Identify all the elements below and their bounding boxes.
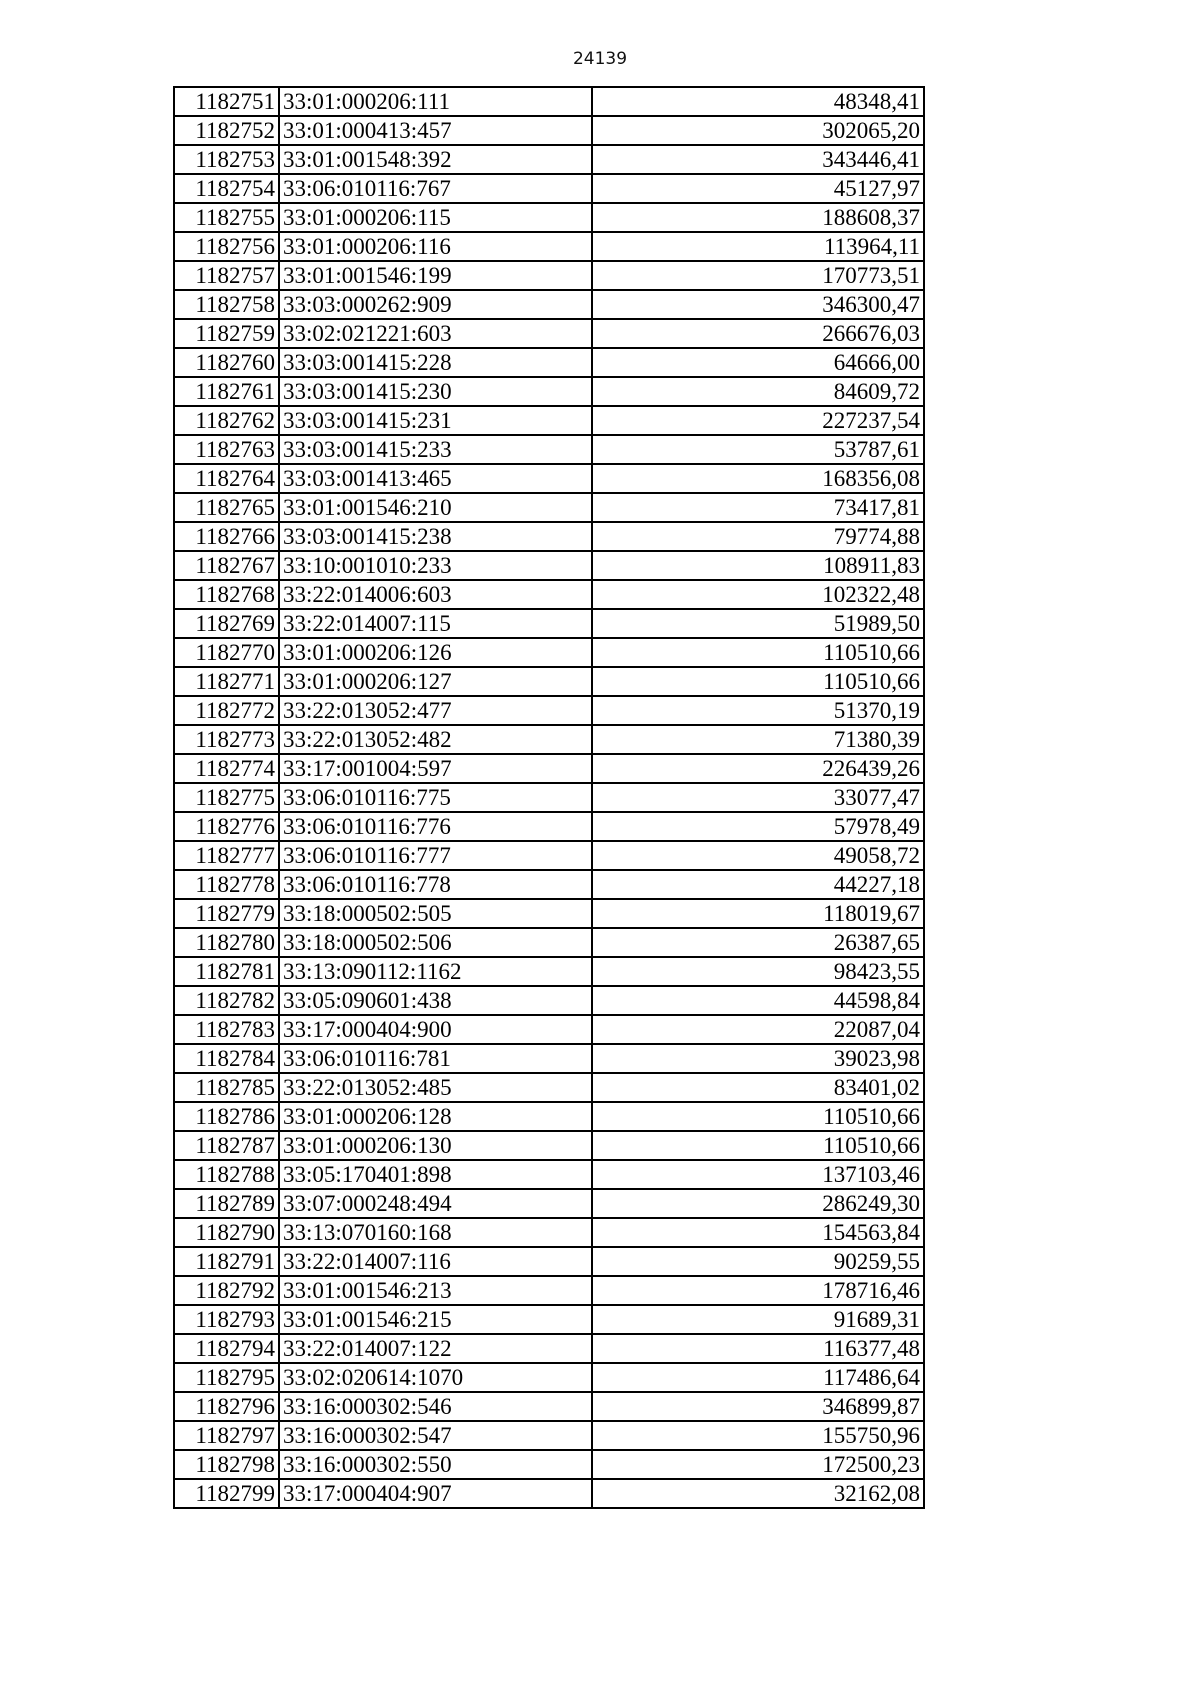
value-cell: 188608,37 <box>592 203 924 232</box>
value-cell: 84609,72 <box>592 377 924 406</box>
value-cell: 286249,30 <box>592 1189 924 1218</box>
value-cell: 83401,02 <box>592 1073 924 1102</box>
table-row <box>174 261 924 290</box>
value-cell: 110510,66 <box>592 638 924 667</box>
row-id-cell: 1182792 <box>174 1276 279 1305</box>
value-cell: 110510,66 <box>592 1102 924 1131</box>
table-row <box>174 551 924 580</box>
row-id-cell: 1182752 <box>174 116 279 145</box>
table-row <box>174 1218 924 1247</box>
row-id-cell: 1182788 <box>174 1160 279 1189</box>
table-row <box>174 957 924 986</box>
row-id-cell: 1182785 <box>174 1073 279 1102</box>
cadastral-number-cell: 33:07:000248:494 <box>279 1189 592 1218</box>
table-row <box>174 899 924 928</box>
row-id-cell: 1182759 <box>174 319 279 348</box>
value-cell: 113964,11 <box>592 232 924 261</box>
row-id-cell: 1182783 <box>174 1015 279 1044</box>
cadastral-number-cell: 33:01:000206:111 <box>279 87 592 116</box>
value-cell: 118019,67 <box>592 899 924 928</box>
value-cell: 116377,48 <box>592 1334 924 1363</box>
cadastral-number-cell: 33:06:010116:781 <box>279 1044 592 1073</box>
row-id-cell: 1182772 <box>174 696 279 725</box>
value-cell: 44598,84 <box>592 986 924 1015</box>
table-body <box>174 87 924 1508</box>
row-id-cell: 1182768 <box>174 580 279 609</box>
table-row <box>174 522 924 551</box>
cadastral-number-cell: 33:03:000262:909 <box>279 290 592 319</box>
table-row <box>174 1392 924 1421</box>
cadastral-number-cell: 33:22:013052:477 <box>279 696 592 725</box>
cadastral-number-cell: 33:22:014007:115 <box>279 609 592 638</box>
value-cell: 110510,66 <box>592 667 924 696</box>
table-row <box>174 609 924 638</box>
table-row <box>174 319 924 348</box>
cadastral-number-cell: 33:18:000502:505 <box>279 899 592 928</box>
cadastral-value-table <box>173 86 925 1509</box>
cadastral-number-cell: 33:10:001010:233 <box>279 551 592 580</box>
value-cell: 154563,84 <box>592 1218 924 1247</box>
value-cell: 51989,50 <box>592 609 924 638</box>
table-row <box>174 145 924 174</box>
table-row <box>174 1247 924 1276</box>
cadastral-number-cell: 33:06:010116:778 <box>279 870 592 899</box>
table-row <box>174 406 924 435</box>
table-row <box>174 1450 924 1479</box>
row-id-cell: 1182760 <box>174 348 279 377</box>
value-cell: 266676,03 <box>592 319 924 348</box>
row-id-cell: 1182754 <box>174 174 279 203</box>
value-cell: 343446,41 <box>592 145 924 174</box>
value-cell: 155750,96 <box>592 1421 924 1450</box>
row-id-cell: 1182769 <box>174 609 279 638</box>
row-id-cell: 1182765 <box>174 493 279 522</box>
value-cell: 33077,47 <box>592 783 924 812</box>
row-id-cell: 1182793 <box>174 1305 279 1334</box>
table-row <box>174 1073 924 1102</box>
table-row <box>174 870 924 899</box>
value-cell: 178716,46 <box>592 1276 924 1305</box>
value-cell: 53787,61 <box>592 435 924 464</box>
value-cell: 302065,20 <box>592 116 924 145</box>
table-row <box>174 1305 924 1334</box>
row-id-cell: 1182776 <box>174 812 279 841</box>
row-id-cell: 1182787 <box>174 1131 279 1160</box>
row-id-cell: 1182798 <box>174 1450 279 1479</box>
cadastral-number-cell: 33:17:000404:900 <box>279 1015 592 1044</box>
cadastral-number-cell: 33:06:010116:775 <box>279 783 592 812</box>
table-row <box>174 377 924 406</box>
page-number: 24139 <box>572 49 628 69</box>
cadastral-number-cell: 33:01:000206:127 <box>279 667 592 696</box>
cadastral-number-cell: 33:03:001415:228 <box>279 348 592 377</box>
row-id-cell: 1182784 <box>174 1044 279 1073</box>
cadastral-number-cell: 33:01:001546:213 <box>279 1276 592 1305</box>
row-id-cell: 1182777 <box>174 841 279 870</box>
table-row <box>174 435 924 464</box>
value-cell: 346300,47 <box>592 290 924 319</box>
value-cell: 73417,81 <box>592 493 924 522</box>
cadastral-number-cell: 33:06:010116:777 <box>279 841 592 870</box>
cadastral-number-cell: 33:22:014007:116 <box>279 1247 592 1276</box>
cadastral-number-cell: 33:03:001415:233 <box>279 435 592 464</box>
cadastral-number-cell: 33:01:000413:457 <box>279 116 592 145</box>
row-id-cell: 1182773 <box>174 725 279 754</box>
table-row <box>174 754 924 783</box>
cadastral-number-cell: 33:22:014006:603 <box>279 580 592 609</box>
row-id-cell: 1182791 <box>174 1247 279 1276</box>
row-id-cell: 1182797 <box>174 1421 279 1450</box>
cadastral-number-cell: 33:01:001546:199 <box>279 261 592 290</box>
cadastral-number-cell: 33:01:000206:116 <box>279 232 592 261</box>
row-id-cell: 1182790 <box>174 1218 279 1247</box>
cadastral-number-cell: 33:17:000404:907 <box>279 1479 592 1508</box>
row-id-cell: 1182761 <box>174 377 279 406</box>
value-cell: 22087,04 <box>592 1015 924 1044</box>
cadastral-number-cell: 33:01:001546:210 <box>279 493 592 522</box>
table-row <box>174 1131 924 1160</box>
value-cell: 51370,19 <box>592 696 924 725</box>
row-id-cell: 1182770 <box>174 638 279 667</box>
table-row <box>174 348 924 377</box>
table-row <box>174 1363 924 1392</box>
row-id-cell: 1182774 <box>174 754 279 783</box>
value-cell: 64666,00 <box>592 348 924 377</box>
value-cell: 45127,97 <box>592 174 924 203</box>
table-row <box>174 783 924 812</box>
cadastral-number-cell: 33:01:001548:392 <box>279 145 592 174</box>
cadastral-number-cell: 33:16:000302:546 <box>279 1392 592 1421</box>
value-cell: 227237,54 <box>592 406 924 435</box>
cadastral-number-cell: 33:02:020614:1070 <box>279 1363 592 1392</box>
table-row <box>174 928 924 957</box>
table-row <box>174 290 924 319</box>
cadastral-number-cell: 33:22:013052:485 <box>279 1073 592 1102</box>
cadastral-number-cell: 33:13:090112:1162 <box>279 957 592 986</box>
table-row <box>174 116 924 145</box>
row-id-cell: 1182796 <box>174 1392 279 1421</box>
table-row <box>174 1102 924 1131</box>
value-cell: 346899,87 <box>592 1392 924 1421</box>
cadastral-number-cell: 33:05:090601:438 <box>279 986 592 1015</box>
value-cell: 172500,23 <box>592 1450 924 1479</box>
cadastral-number-cell: 33:22:014007:122 <box>279 1334 592 1363</box>
table-row <box>174 580 924 609</box>
row-id-cell: 1182781 <box>174 957 279 986</box>
table-row <box>174 725 924 754</box>
row-id-cell: 1182755 <box>174 203 279 232</box>
cadastral-number-cell: 33:17:001004:597 <box>279 754 592 783</box>
row-id-cell: 1182753 <box>174 145 279 174</box>
value-cell: 90259,55 <box>592 1247 924 1276</box>
table-row <box>174 1160 924 1189</box>
table-row <box>174 1189 924 1218</box>
cadastral-number-cell: 33:05:170401:898 <box>279 1160 592 1189</box>
value-cell: 226439,26 <box>592 754 924 783</box>
row-id-cell: 1182771 <box>174 667 279 696</box>
row-id-cell: 1182756 <box>174 232 279 261</box>
row-id-cell: 1182767 <box>174 551 279 580</box>
cadastral-number-cell: 33:01:000206:130 <box>279 1131 592 1160</box>
value-cell: 137103,46 <box>592 1160 924 1189</box>
value-cell: 26387,65 <box>592 928 924 957</box>
cadastral-number-cell: 33:06:010116:767 <box>279 174 592 203</box>
table-row <box>174 203 924 232</box>
row-id-cell: 1182757 <box>174 261 279 290</box>
row-id-cell: 1182764 <box>174 464 279 493</box>
row-id-cell: 1182779 <box>174 899 279 928</box>
table-row <box>174 174 924 203</box>
row-id-cell: 1182782 <box>174 986 279 1015</box>
table-row <box>174 1334 924 1363</box>
cadastral-number-cell: 33:18:000502:506 <box>279 928 592 957</box>
cadastral-number-cell: 33:06:010116:776 <box>279 812 592 841</box>
value-cell: 48348,41 <box>592 87 924 116</box>
cadastral-number-cell: 33:22:013052:482 <box>279 725 592 754</box>
cadastral-number-cell: 33:16:000302:550 <box>279 1450 592 1479</box>
row-id-cell: 1182786 <box>174 1102 279 1131</box>
row-id-cell: 1182794 <box>174 1334 279 1363</box>
table-row <box>174 87 924 116</box>
value-cell: 102322,48 <box>592 580 924 609</box>
value-cell: 79774,88 <box>592 522 924 551</box>
cadastral-number-cell: 33:01:000206:126 <box>279 638 592 667</box>
table-row <box>174 841 924 870</box>
cadastral-number-cell: 33:16:000302:547 <box>279 1421 592 1450</box>
table-row <box>174 1044 924 1073</box>
table-row <box>174 232 924 261</box>
value-cell: 168356,08 <box>592 464 924 493</box>
value-cell: 98423,55 <box>592 957 924 986</box>
cadastral-number-cell: 33:02:021221:603 <box>279 319 592 348</box>
cadastral-number-cell: 33:01:000206:115 <box>279 203 592 232</box>
table-row <box>174 493 924 522</box>
cadastral-number-cell: 33:01:000206:128 <box>279 1102 592 1131</box>
cadastral-number-cell: 33:03:001415:231 <box>279 406 592 435</box>
table-row <box>174 1015 924 1044</box>
value-cell: 32162,08 <box>592 1479 924 1508</box>
value-cell: 49058,72 <box>592 841 924 870</box>
row-id-cell: 1182762 <box>174 406 279 435</box>
table-row <box>174 1276 924 1305</box>
cadastral-number-cell: 33:03:001413:465 <box>279 464 592 493</box>
cadastral-number-cell: 33:03:001415:238 <box>279 522 592 551</box>
value-cell: 57978,49 <box>592 812 924 841</box>
table-row <box>174 464 924 493</box>
table-row <box>174 696 924 725</box>
value-cell: 170773,51 <box>592 261 924 290</box>
table-row <box>174 812 924 841</box>
cadastral-number-cell: 33:03:001415:230 <box>279 377 592 406</box>
row-id-cell: 1182799 <box>174 1479 279 1508</box>
value-cell: 117486,64 <box>592 1363 924 1392</box>
table-row <box>174 1421 924 1450</box>
table-row <box>174 638 924 667</box>
table-row <box>174 667 924 696</box>
row-id-cell: 1182758 <box>174 290 279 319</box>
value-cell: 108911,83 <box>592 551 924 580</box>
table-row <box>174 1479 924 1508</box>
value-cell: 39023,98 <box>592 1044 924 1073</box>
row-id-cell: 1182763 <box>174 435 279 464</box>
value-cell: 91689,31 <box>592 1305 924 1334</box>
value-cell: 44227,18 <box>592 870 924 899</box>
value-cell: 71380,39 <box>592 725 924 754</box>
row-id-cell: 1182766 <box>174 522 279 551</box>
row-id-cell: 1182795 <box>174 1363 279 1392</box>
row-id-cell: 1182780 <box>174 928 279 957</box>
cadastral-number-cell: 33:01:001546:215 <box>279 1305 592 1334</box>
row-id-cell: 1182778 <box>174 870 279 899</box>
value-cell: 110510,66 <box>592 1131 924 1160</box>
row-id-cell: 1182751 <box>174 87 279 116</box>
row-id-cell: 1182789 <box>174 1189 279 1218</box>
row-id-cell: 1182775 <box>174 783 279 812</box>
cadastral-number-cell: 33:13:070160:168 <box>279 1218 592 1247</box>
table-row <box>174 986 924 1015</box>
